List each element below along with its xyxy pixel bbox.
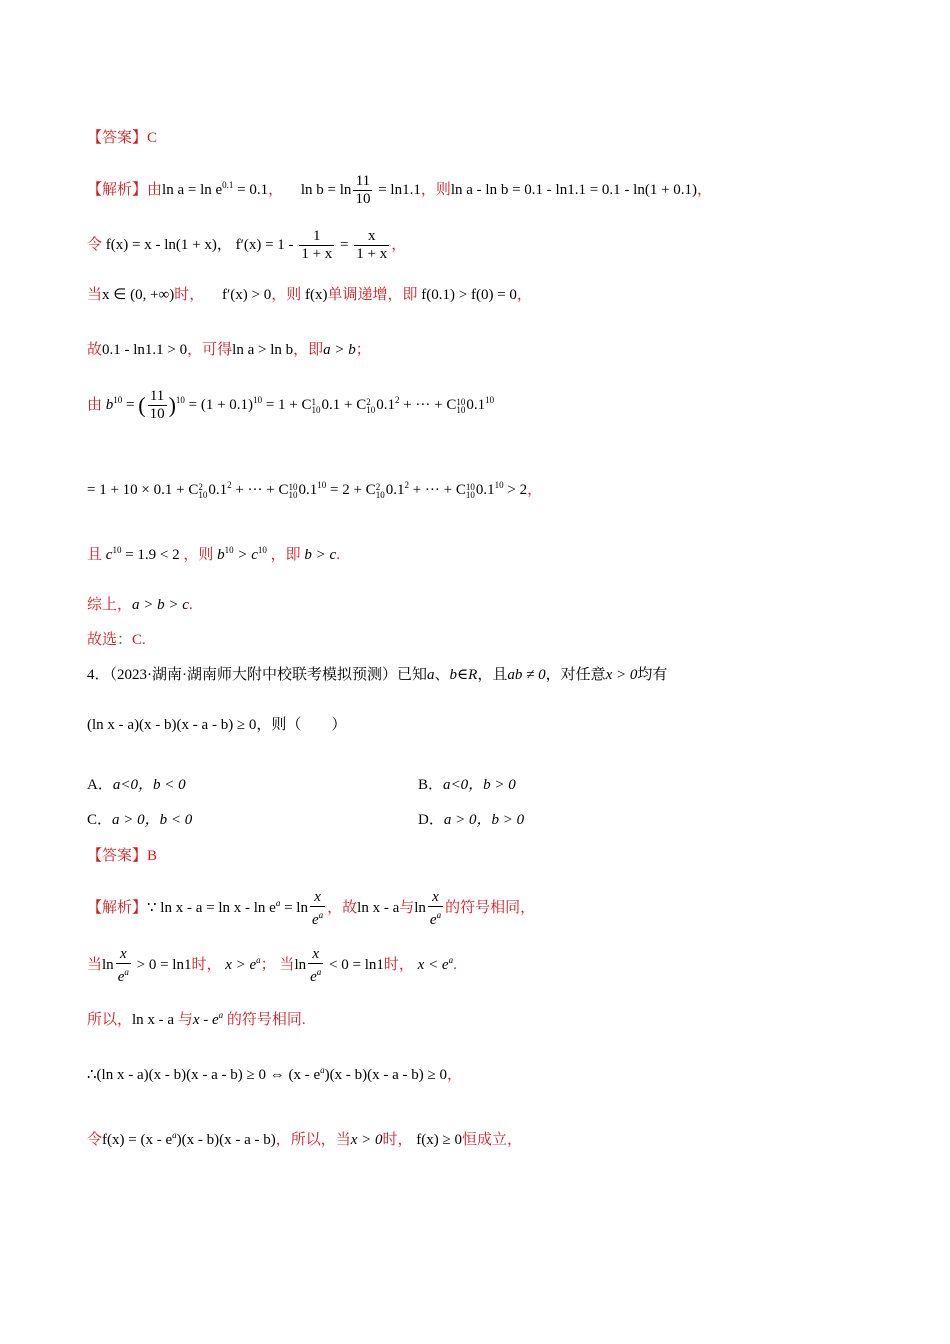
analysis2-line-5: 令$f(x) = (x - e^a)(x - b)(x - a - b)$，所以，当x > 0时， f(x) ≥ 0恒成立， <box>87 1130 523 1148</box>
answer-line-2: 【答案】B <box>87 848 158 864</box>
question-number: 4． <box>87 667 110 683</box>
answer-label: 【答案】 <box>87 130 148 146</box>
question-4-stem: 4．（2023·湖南·湖南师大附中校联考模拟预测）已知a、b∈R，且ab ≠ 0，对任意x > 0均有 <box>87 667 668 683</box>
option-a[interactable]: A．a<0，b < 0 <box>87 777 186 793</box>
question-source: （2023·湖南·湖南师大附中校联考模拟预测） <box>109 667 398 683</box>
analysis-line-6: = 1 + 10 × 0.1 + C 2 10 $0.1^2$ + ··· + C 10 10 $0.1^{10} = 2 + C$ 2 10 $0.1^2$ + ··· + C 10 10 $0.1^{10} > 2$， <box>87 480 543 500</box>
analysis2-line-1: 【解析】∵ $\ln x - a = \ln x - \ln e^a = \ln$ $\frac{x}{e^a}$ ，故ln x - a与ln $\frac{x}{e^a}$ 的符号相同， <box>87 888 536 928</box>
option-b[interactable]: B．a<0，b > 0 <box>418 777 516 793</box>
option-c[interactable]: C．a > 0，b < 0 <box>87 812 193 828</box>
fraction-1-over-1px: $\frac{1}{1 + x}$ <box>301 228 333 262</box>
analysis-line-7: 且 $c^{10} = 1.9 < 2$ ，则 $b^{10} > c^{10}$ ，即 b > c. <box>87 545 340 563</box>
fraction-x-over-1px: $\frac{x}{1 + x}$ <box>356 228 388 262</box>
analysis-line-3: 当x ∈ (0, +∞)时， f′(x) > 0，则 f(x)单调递增，即 f(0.1) > f(0) = 0， <box>87 287 532 303</box>
fraction-11-10-b: $\frac{11}{10}$ <box>149 388 165 423</box>
analysis-label: 【解析】 <box>87 181 148 198</box>
analysis-line-1: 【解析】由$\ln a = \ln e^{0.1} = 0.1$， ln b = ln $\frac{11}{10}$ = ln1.1，则ln a - ln b = 0.1 - ln1.1 = 0.1 - ln(1 + 0.1)， <box>87 173 713 207</box>
analysis2-line-3: 所以，ln x - a 与x - $e^a$ 的符号相同. <box>87 1010 306 1028</box>
final-choice-1: 故选：C. <box>87 632 146 648</box>
analysis-line-2: 令 f(x) = x - ln(1 + x)， f′(x) = 1 - $\frac{1}{1 + x}$ = $\frac{x}{1 + x}$ ， <box>87 228 407 262</box>
answer-value: C <box>147 130 158 146</box>
option-d[interactable]: D．a > 0，b > 0 <box>418 812 525 828</box>
fraction-11-10: $\frac{11}{10}$ <box>355 173 371 207</box>
analysis-line-5: 由 $b^{10}$ = ( $\frac{11}{10}$ )$^{10} = (1 + 0.1)^{10} = 1 + C$ 1 10 0.1 + C 2 10 $0.1^2$ + ··· + C 10 10 $0.1^{10}$ <box>87 388 495 423</box>
fraction-x-over-ea: $\frac{x}{e^a}$ <box>311 888 324 928</box>
question-4-condition: (ln x - a)(x - b)(x - a - b) ≥ 0，则（ ） <box>87 717 347 733</box>
analysis-line-4: 故0.1 - ln1.1 > 0，可得ln a > ln b，即a > b； <box>87 342 371 358</box>
analysis2-line-2: 当ln $\frac{x}{e^a}$ > 0 = ln1时， $x > e^a$； 当ln $\frac{x}{e^a}$ < 0 = ln1时， $x < e^a$. <box>87 945 457 985</box>
analysis2-line-4: ∴(ln x - a)(x - b)(x - a - b) ≥ 0 ⇔ $(x - e^a)(x - b)(x - a - b) \ge 0$， <box>87 1065 462 1083</box>
analysis-line-8: 综上，a > b > c. <box>87 597 193 613</box>
answer-line-1 <box>87 128 157 148</box>
